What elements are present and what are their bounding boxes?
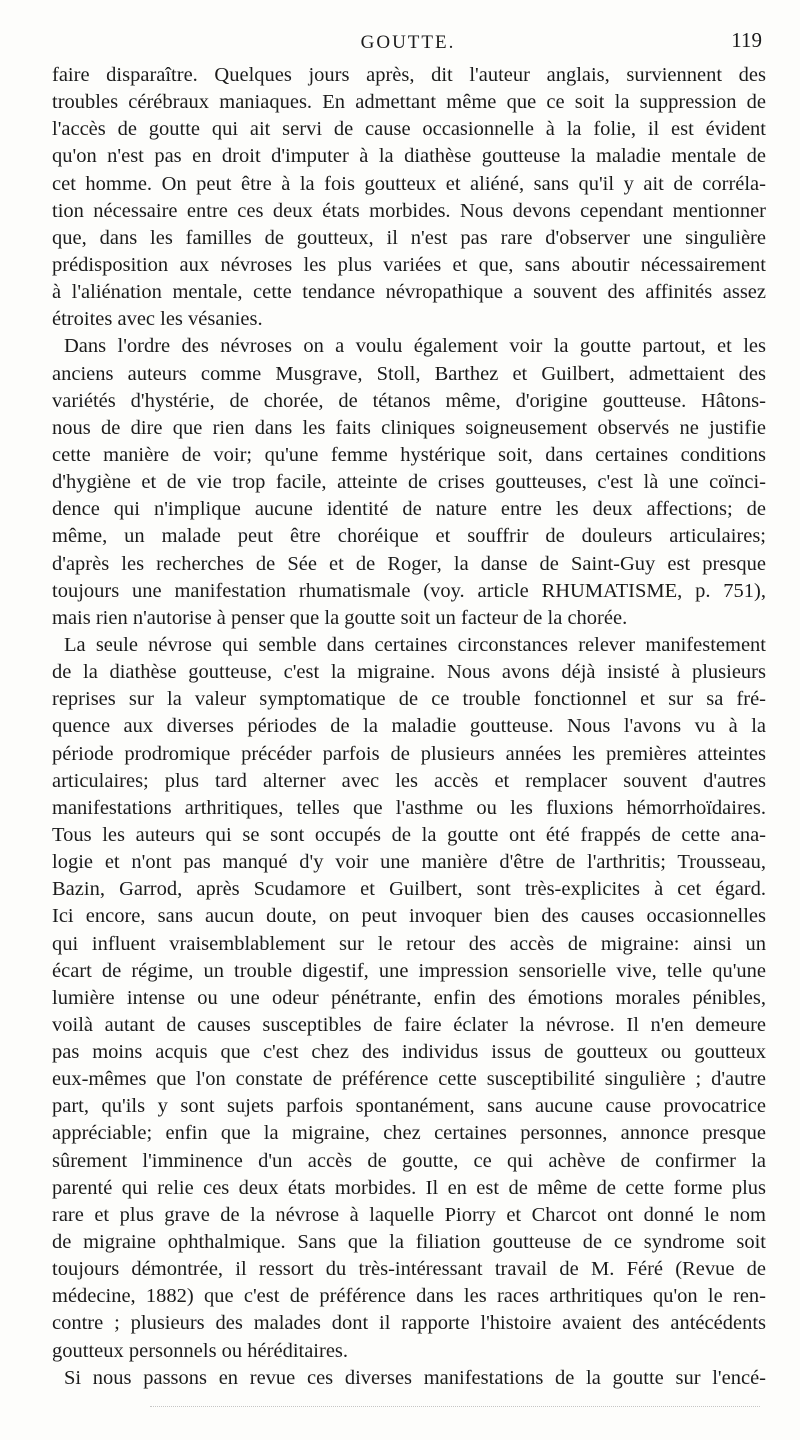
text-line: prédisposition aux névroses les plus variées et que, sans aboutir nécessairement — [52, 253, 766, 276]
text-line: goutteux personnels ou héréditaires. — [52, 1339, 349, 1362]
text-line: même, un malade peut être choréique et souffrir de douleurs articulaires; — [52, 525, 766, 548]
text-line: eux-mêmes que l'on constate de préférence cette susceptibilité singulière ; d'autre — [52, 1068, 766, 1091]
text-line: dence qui n'implique aucune identité de nature entre les deux affections; de — [52, 498, 766, 521]
text-line: médecine, 1882) que c'est de préférence dans les races arthritiques qu'on le ren- — [52, 1285, 766, 1308]
text-line: étroites avec les vésanies. — [52, 308, 263, 331]
scan-artifact-line — [150, 1400, 760, 1407]
text-line: lumière intense ou une odeur pénétrante, enfin des émotions morales pénibles, — [52, 986, 766, 1009]
text-line: parenté qui relie ces deux états morbides. Il en est de même de cette forme plus — [52, 1176, 766, 1199]
text-line: Bazin, Garrod, après Scudamore et Guilbert, sont très-explicites à cet égard. — [52, 878, 766, 901]
text-line: qu'on n'est pas en droit d'imputer à la diathèse goutteuse la maladie mentale de — [52, 145, 766, 168]
text-line: Si nous passons en revue ces diverses manifestations de la goutte sur l'encé- — [64, 1366, 766, 1389]
text-line: l'accès de goutte qui ait servi de cause occasionnelle à la folie, il est évident — [52, 118, 766, 141]
text-line: troubles cérébraux maniaques. En admettant même que ce soit la suppression de — [52, 91, 766, 114]
text-line: La seule névrose qui semble dans certaines circonstances relever manifestement — [64, 633, 766, 656]
text-line: Ici encore, sans aucun doute, on peut invoquer bien des causes occasionnelles — [52, 905, 766, 928]
text-line: quence aux diverses périodes de la maladie goutteuse. Nous l'avons vu à la — [52, 715, 766, 738]
text-line: nous de dire que rien dans les faits cliniques soigneusement observés ne justifie — [52, 416, 766, 439]
text-line: part, qu'ils y sont sujets parfois spontanément, sans aucune cause provocatrice — [52, 1095, 766, 1118]
text-line: que, dans les familles de goutteux, il n'est pas rare d'observer une singulière — [52, 226, 766, 249]
text-line: rare et plus grave de la névrose à laquelle Piorry et Charcot ont donné le nom — [52, 1203, 766, 1226]
text-line: période prodromique précéder parfois de plusieurs années les premières atteintes — [52, 742, 766, 765]
running-head — [48, 28, 768, 58]
text-line: d'hygiène et de vie trop facile, atteinte de crises goutteuses, c'est là une coïnci- — [52, 471, 766, 494]
text-line: reprises sur la valeur symptomatique de ce trouble fonctionnel et sur sa fré- — [52, 688, 766, 711]
body-text — [52, 62, 766, 1392]
text-line: cette manière de voir; qu'une femme hystérique soit, dans certaines conditions — [52, 443, 766, 466]
text-line: contre ; plusieurs des malades dont il rapporte l'histoire avaient des antécédents — [52, 1312, 766, 1335]
running-title: GOUTTE. — [360, 32, 456, 53]
text-line: voilà autant de causes susceptibles de faire éclater la névrose. Il n'en demeure — [52, 1013, 766, 1036]
text-line: Dans l'ordre des névroses on a voulu également voir la goutte partout, et les — [64, 335, 766, 358]
text-line: manifestations arthritiques, telles que l'asthme ou les fluxions hémorrhoïdaires. — [52, 796, 766, 819]
text-line: cet homme. On peut être à la fois goutteux et aliéné, sans qu'il y ait de corréla- — [52, 172, 766, 195]
text-line: qui influent vraisemblablement sur le retour des accès de migraine: ainsi un — [52, 932, 766, 955]
text-line: anciens auteurs comme Musgrave, Stoll, Barthez et Guilbert, admettaient des — [52, 362, 766, 385]
text-line: appréciable; enfin que la migraine, chez certaines personnes, annonce presque — [52, 1122, 766, 1145]
text-line: écart de régime, un trouble digestif, une impression sensorielle vive, telle qu'une — [52, 959, 766, 982]
text-line: d'après les recherches de Sée et de Roger, la danse de Saint-Guy est presque — [52, 552, 766, 575]
text-line: de migraine ophthalmique. Sans que la filiation goutteuse de ce syndrome soit — [52, 1231, 766, 1254]
text-line: variétés d'hystérie, de chorée, de tétanos même, d'origine goutteuse. Hâtons- — [52, 389, 766, 412]
text-line: articulaires; plus tard alterner avec les accès et remplacer souvent d'autres — [52, 769, 766, 792]
text-line: toujours une manifestation rhumatismale (voy. article RHUMATISME, p. 751), — [52, 579, 766, 602]
text-line: Tous les auteurs qui se sont occupés de la goutte ont été frappés de cette ana- — [52, 823, 766, 846]
text-line: faire disparaître. Quelques jours après, dit l'auteur anglais, surviennent des — [52, 64, 766, 86]
text-line: de la diathèse goutteuse, c'est la migraine. Nous avons déjà insisté à plusieurs — [52, 661, 766, 684]
page-number: 119 — [731, 28, 762, 52]
text-line: sûrement l'imminence d'un accès de goutte, ce qui achève de confirmer la — [52, 1149, 766, 1172]
text-line: mais rien n'autorise à penser que la goutte soit un facteur de la chorée. — [52, 606, 628, 629]
text-line: tion nécessaire entre ces deux états morbides. Nous devons cependant mentionner — [52, 199, 766, 222]
text-line: pas moins acquis que c'est chez des individus issus de goutteux ou goutteux — [52, 1041, 766, 1064]
text-line: à l'aliénation mentale, cette tendance névropathique a souvent des affinités assez — [52, 281, 766, 304]
text-line: logie et n'ont pas manqué d'y voir une manière d'être de l'arthritis; Trousseau, — [52, 851, 766, 874]
text-line: toujours démontrée, il ressort du très-intéressant travail de M. Féré (Revue de — [52, 1258, 766, 1281]
